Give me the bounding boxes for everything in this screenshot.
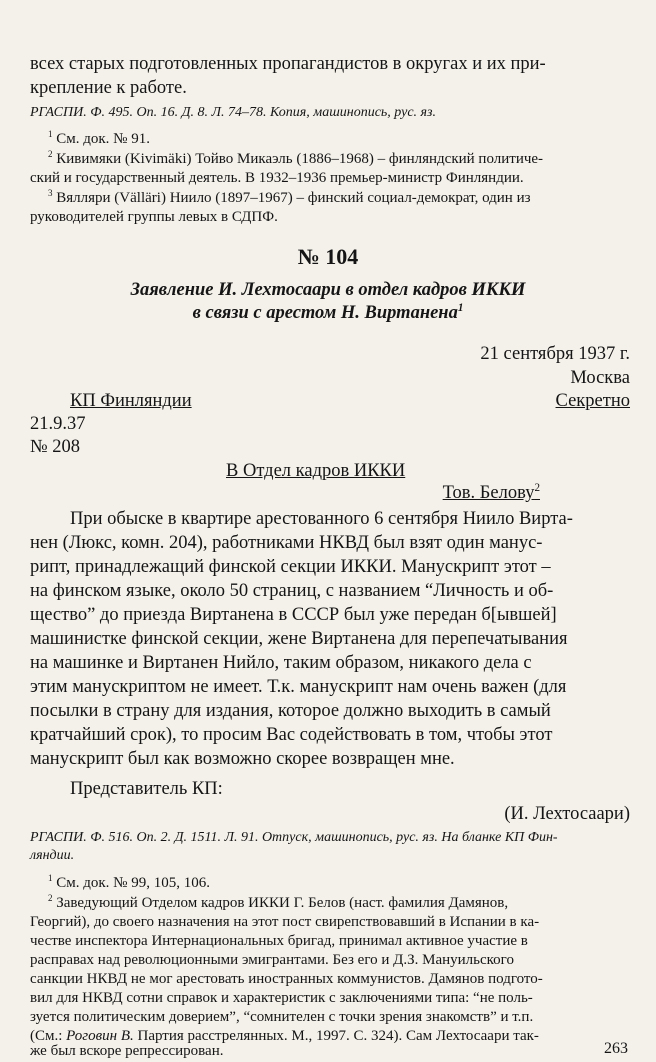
footnote-2-2-line-7: зуется политическим доверием”, “сомнителен с точки зрения знакомств” и т.п. xyxy=(30,1009,534,1025)
signature-label: Представитель КП: xyxy=(70,779,223,799)
registration-number: № 208 xyxy=(30,437,81,457)
sender-organization: КП Финляндии xyxy=(70,391,192,411)
footnote-1-3-cont: руководителей группы левых в СДПФ. xyxy=(30,209,278,225)
body-line-5: щество” до приезда Виртанена в СССР был уже передан б[ывшей] xyxy=(30,605,557,625)
body-line-11: манускрипт был как возможно скорее возвращен мне. xyxy=(30,749,455,769)
footnote-2-2-line-9: же был вскоре репрессирован. xyxy=(30,1043,224,1059)
body-line-4: на финском языке, около 50 страниц, с названием “Личность и об- xyxy=(30,581,554,601)
footnote-1-2-cont: ский и государственный деятель. В 1932–1936 премьер-министр Финляндии. xyxy=(30,170,524,186)
document-number: № 104 xyxy=(297,244,359,269)
body-line-1: При обыске в квартире арестованного 6 сентября Ниило Вирта- xyxy=(70,509,573,529)
body-line-9: посылки в страну для издания, которое должно выходить в самый xyxy=(30,701,551,721)
document-date: 21 сентября 1937 г. xyxy=(480,344,630,364)
footnote-2-2-line-2: Георгий), до своего назначения на этот пост свирепствовавший в Испании в ка- xyxy=(30,914,540,930)
document-title-line-2: в связи с арестом Н. Виртанена$^1$ xyxy=(192,301,464,323)
body-line-10: кратчайший срок), то просим Вас содействовать в том, чтобы этот xyxy=(30,725,553,745)
addressee-person: Тов. Белову$^2$ xyxy=(442,481,540,503)
continuation-text-line-1: всех старых подготовленных пропагандистов в округах и их при- xyxy=(30,54,546,74)
document-title-line-1: Заявление И. Лехтосаари в отдел кадров ИККИ xyxy=(130,280,526,300)
footnote-2-2: $^2$ Заведующий Отделом кадров ИККИ Г. Белов (наст. фамилия Дамянов, xyxy=(48,893,509,911)
body-line-8: этим манускриптом не имеет. Т.к. манускрипт нам очень важен (для xyxy=(30,677,567,697)
footnote-1-3: $^3$ Вялляри (Välläri) Ниило (1897–1967) – финский социал-демократ, один из xyxy=(48,188,531,206)
footnote-2-2-line-4: расправах над революционными эмигрантами. Без его и Д.З. Мануильского xyxy=(30,952,514,968)
archive-source-2: РГАСПИ. Ф. 516. Оп. 2. Д. 1511. Л. 91. Отпуск, машинопись, рус. яз. На бланке КП Фин- xyxy=(30,830,558,845)
footnote-2-2-line-3: честве инспектора Интернациональных бригад, принимал активное участие в xyxy=(30,933,528,949)
body-line-3: рипт, принадлежащий финской секции ИККИ. Манускрипт этот – xyxy=(30,557,551,577)
addressee-department: В Отдел кадров ИККИ xyxy=(226,461,406,481)
footnote-1-2: $^2$ Кивимяки (Kivimäki) Тойво Микаэль (1886–1968) – финляндский политиче- xyxy=(48,149,544,167)
footnote-2-2-line-6: вил для НКВД сотни справок и характеристик с заключениями типа: “не поль- xyxy=(30,990,533,1006)
classification-mark: Секретно xyxy=(555,391,630,411)
registration-date: 21.9.37 xyxy=(30,414,86,434)
footnote-2-2-line-5: санкции НКВД не мог арестовать иностранных коммунистов. Дамянов подгото- xyxy=(30,971,543,987)
archive-source-2-cont: ляндии. xyxy=(30,848,75,863)
footnote-2-2-line-8: (См.: Роговин В. Партия расстрелянных. М., 1997. С. 324). Сам Лехтосаари так- xyxy=(30,1028,539,1044)
body-line-7: на машинке и Виртанен Нийло, таким образом, никакого дела с xyxy=(30,653,532,673)
continuation-text-line-2: крепление к работе. xyxy=(30,78,187,98)
archive-source-1: РГАСПИ. Ф. 495. Оп. 16. Д. 8. Л. 74–78. Копия, машинопись, рус. яз. xyxy=(30,105,436,120)
signature-name: (И. Лехтосаари) xyxy=(504,804,630,824)
footnote-1-1: $^1$ См. док. № 91. xyxy=(48,129,150,147)
body-line-2: нен (Люкс, комн. 204), работниками НКВД был взят один манус- xyxy=(30,533,543,553)
document-city: Москва xyxy=(570,368,630,388)
body-line-6: машинистке финской секции, жене Виртанена для перепечатывания xyxy=(30,629,568,649)
footnote-2-1: $^1$ См. док. № 99, 105, 106. xyxy=(48,873,210,891)
page-number: 263 xyxy=(604,1040,628,1057)
